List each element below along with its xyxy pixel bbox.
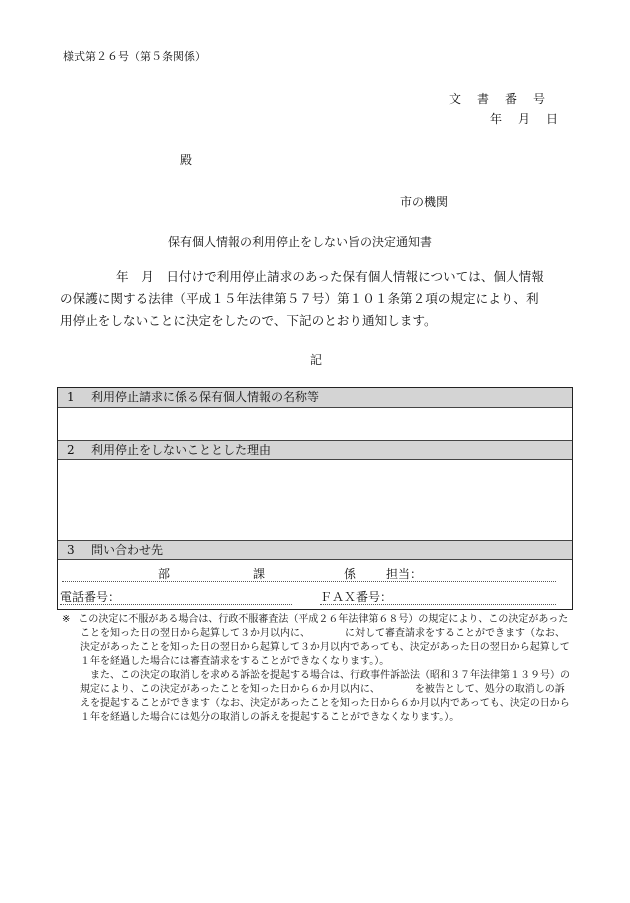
contact-phone: 電話番号：	[60, 590, 121, 604]
document-title: 保有個人情報の利用停止をしない旨の決定通知書	[168, 235, 433, 249]
body-line-1: 年 月 日付けで利用停止請求のあった保有個人情報については、個人情報	[116, 269, 544, 284]
contact-person: 担当：	[386, 567, 423, 581]
section-3-number: 3	[67, 543, 75, 557]
contact-dotted-line-1	[62, 581, 556, 582]
section-1-header	[58, 388, 572, 408]
contact-dotted-line-phone	[60, 604, 292, 605]
contact-dotted-line-fax	[320, 604, 556, 605]
contact-subsection: 係	[344, 567, 357, 581]
notice-body	[60, 266, 574, 332]
note-paragraph-1: この決定に不服がある場合は、行政不服審査法（平成２６年法律第６８号）の規定により、この決定があったことを知った日の翌日から起算して３か月以内に、 に対して審査請求をすることができます（なお、決定があったことを知った日の翌日から起算して３か月以内であっても、決定があった日の翌日から起算して１年を経過した場合には審査請求をすることができなくなります。）。	[78, 614, 570, 667]
contact-department: 部	[158, 567, 171, 581]
issuer-name: 市の機関	[400, 195, 449, 209]
body-line-2: の保護に関する法律（平成１５年法律第５７号）第１０１条第２項の規定により、利	[60, 291, 539, 306]
form-number: 様式第２６号（第５条関係）	[63, 50, 206, 63]
appeal-note	[62, 613, 572, 725]
section-2-label: 利用停止をしないこととした理由	[91, 443, 272, 457]
ki-heading: 記	[310, 353, 323, 367]
section-3-header	[58, 540, 572, 560]
details-table	[57, 387, 573, 610]
section-2-header	[58, 440, 572, 460]
note-mark: ※	[62, 614, 71, 625]
section-2-number: 2	[67, 443, 75, 457]
section-1-label: 利用停止請求に係る保有個人情報の名称等	[91, 390, 320, 404]
addressee-suffix: 殿	[180, 153, 193, 167]
document-number-label: 文 書 番 号	[449, 92, 548, 106]
contact-section: 課	[253, 567, 266, 581]
body-line-3: 用停止をしないことに決定をしたので、下記のとおり通知します。	[60, 313, 437, 328]
section-3-label: 問い合わせ先	[91, 543, 164, 557]
contact-fax: ＦＡＸ番号：	[320, 590, 393, 604]
date-label: 年 月 日	[490, 112, 561, 126]
section-1-number: 1	[67, 390, 75, 404]
note-paragraph-2: また、この決定の取消しを求める訴訟を提起する場合は、行政事件訴訟法（昭和３７年法律第１３９号）の規定により、この決定があったことを知った日から６か月以内に、 を被告として、処分の取消しの訴えを提起することができます（なお、決定があったことを知った日から６か月以内であっても、決定の日から１年を経過した場合には処分の取消しの訴えを提起することができなくなります。）。	[80, 670, 570, 723]
